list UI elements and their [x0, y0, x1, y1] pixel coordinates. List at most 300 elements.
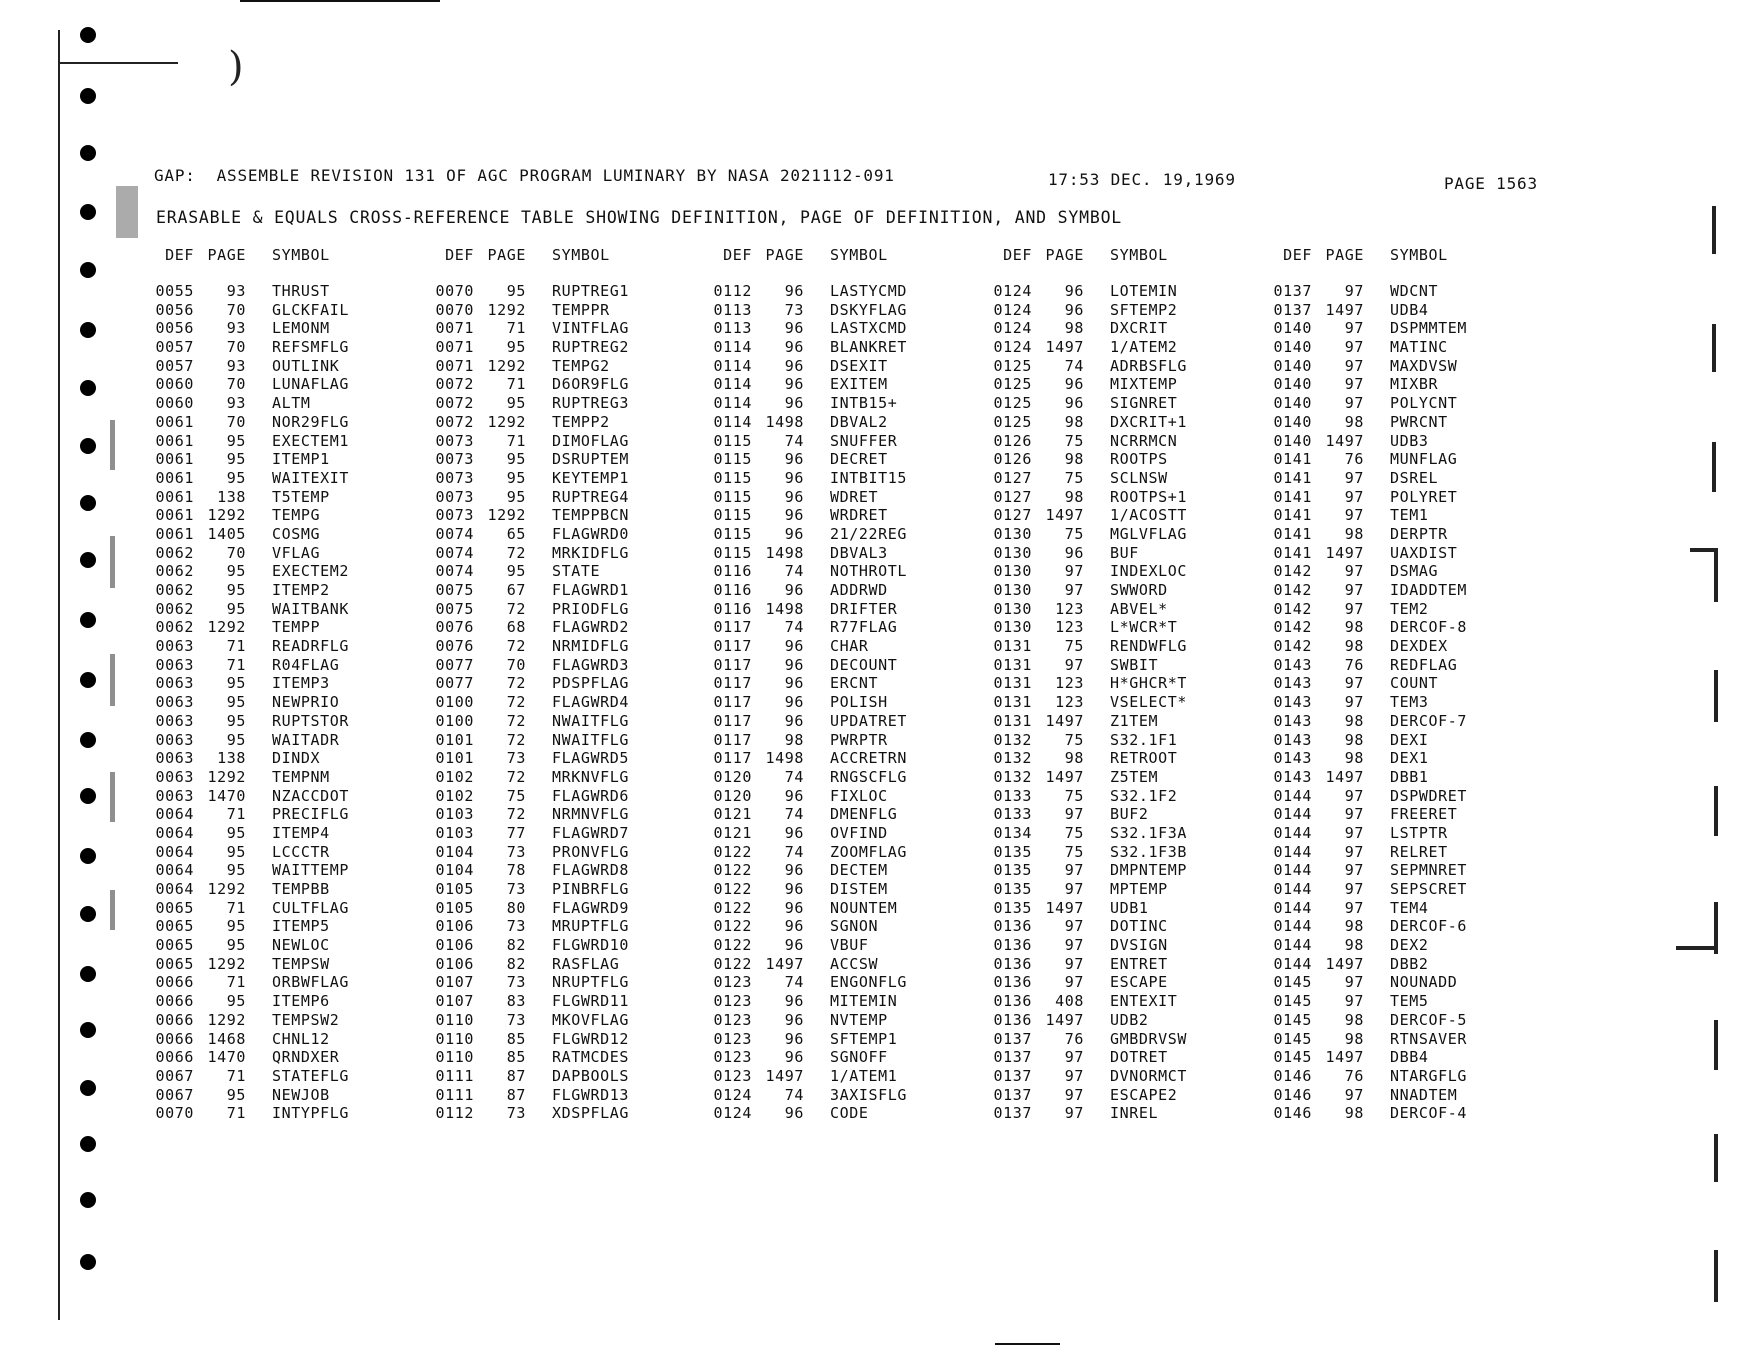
table-row: [1266, 693, 1541, 712]
def-cell: 0140: [1273, 375, 1312, 394]
symbol-cell: VINTFLAG: [552, 319, 630, 338]
symbol-cell: MPTEMP: [1110, 880, 1168, 898]
table-row: [428, 955, 703, 974]
table-row: [986, 712, 1261, 731]
page-cell: 97: [1064, 880, 1084, 898]
page-cell: 97: [1064, 581, 1084, 599]
symbol-cell: TEMPP: [272, 618, 321, 637]
def-cell: 0124: [993, 282, 1032, 300]
page-cell: 97: [1344, 823, 1364, 842]
symbol-header: SYMBOL: [1110, 246, 1168, 264]
table-row: [706, 319, 981, 338]
symbol-cell: L*WCR*T: [1110, 618, 1178, 637]
table-row: [986, 749, 1261, 768]
scan-speck: [110, 772, 115, 822]
page-cell: 82: [506, 954, 526, 973]
table-row: [148, 880, 423, 899]
symbol-cell: FLAGWRD1: [552, 581, 630, 599]
page-cell: 76: [1344, 1066, 1364, 1085]
table-row: [706, 693, 981, 712]
table-row: [706, 787, 981, 806]
table-row: [148, 899, 423, 918]
table-row: [428, 525, 703, 544]
page-cell: 98: [1344, 711, 1364, 730]
scan-edge-mark: [1714, 786, 1718, 836]
page-cell: 75: [1064, 842, 1084, 861]
def-cell: 0106: [435, 917, 474, 936]
def-cell: 0122: [713, 861, 752, 880]
page-cell: 97: [1344, 992, 1364, 1011]
page-cell: 1497: [1325, 767, 1364, 786]
page-cell: 96: [1064, 543, 1084, 562]
page-cell: 74: [784, 767, 804, 786]
def-cell: 0066: [155, 1048, 194, 1067]
symbol-cell: INDEXLOC: [1110, 562, 1188, 581]
scan-speck: [116, 186, 138, 238]
page-cell: 123: [1055, 599, 1084, 618]
table-row: [1266, 992, 1541, 1011]
table-row: [986, 731, 1261, 750]
symbol-cell: WDCNT: [1390, 282, 1439, 300]
symbol-cell: TEMPG: [272, 506, 321, 525]
def-cell: 0115: [713, 524, 752, 543]
symbol-cell: ESCAPE2: [1110, 1085, 1178, 1104]
page-cell: 96: [784, 468, 804, 487]
symbol-cell: FLGWRD13: [552, 1085, 630, 1104]
table-row: [1266, 469, 1541, 488]
symbol-cell: FLAGWRD3: [552, 655, 630, 674]
symbol-cell: TEM5: [1390, 992, 1429, 1011]
def-cell: 0135: [993, 842, 1032, 861]
page-cell: 123: [1055, 693, 1084, 712]
page-cell: 96: [784, 992, 804, 1011]
page-cell: 71: [226, 1066, 246, 1085]
def-cell: 0117: [713, 618, 752, 637]
def-cell: 0135: [993, 898, 1032, 917]
print-timestamp: 17:53 DEC. 19,1969: [1048, 170, 1236, 189]
table-row: [148, 805, 423, 824]
symbol-cell: BLANKRET: [830, 338, 908, 357]
page-cell: 78: [506, 861, 526, 880]
symbol-cell: NWAITFLG: [552, 711, 630, 730]
def-cell: 0121: [713, 805, 752, 824]
table-row: [986, 282, 1261, 301]
table-row: [428, 413, 703, 432]
symbol-cell: WAITEXIT: [272, 468, 350, 487]
page-cell: 1292: [207, 767, 246, 786]
table-row: [706, 731, 981, 750]
page-cell: 71: [506, 431, 526, 450]
table-row: [428, 338, 703, 357]
symbol-cell: DERCOF-8: [1390, 618, 1468, 637]
symbol-cell: ERCNT: [830, 674, 879, 693]
def-cell: 0141: [1273, 487, 1312, 506]
symbol-cell: VFLAG: [272, 543, 321, 562]
page-cell: 98: [1344, 917, 1364, 936]
symbol-cell: RATMCDES: [552, 1048, 630, 1067]
table-row: [428, 768, 703, 787]
def-cell: 0065: [155, 954, 194, 973]
table-row: [706, 973, 981, 992]
binder-hole: [80, 88, 96, 104]
symbol-cell: T5TEMP: [272, 487, 330, 506]
def-cell: 0066: [155, 973, 194, 992]
symbol-cell: OUTLINK: [272, 356, 340, 375]
def-cell: 0143: [1273, 674, 1312, 693]
table-row: [148, 600, 423, 619]
def-cell: 0145: [1273, 1048, 1312, 1067]
page-cell: 96: [784, 1048, 804, 1067]
table-row: [706, 544, 981, 563]
def-cell: 0123: [713, 1010, 752, 1029]
table-row: [1266, 637, 1541, 656]
def-cell: 0072: [435, 412, 474, 431]
def-cell: 0105: [435, 898, 474, 917]
page-cell: 98: [1344, 1104, 1364, 1123]
def-cell: 0122: [713, 898, 752, 917]
symbol-cell: ACCSW: [830, 954, 879, 973]
page-cell: 97: [1344, 506, 1364, 525]
symbol-cell: NEWLOC: [272, 936, 330, 955]
page-cell: 98: [1344, 618, 1364, 637]
binder-hole: [80, 848, 96, 864]
symbol-cell: ITEMP3: [272, 674, 330, 693]
table-row: [148, 1048, 423, 1067]
symbol-cell: NRUPTFLG: [552, 973, 630, 992]
page-cell: 97: [1344, 973, 1364, 992]
symbol-cell: STATE: [552, 562, 601, 581]
symbol-cell: ITEMP4: [272, 823, 330, 842]
symbol-cell: MGLVFLAG: [1110, 524, 1188, 543]
symbol-cell: MRUPTFLG: [552, 917, 630, 936]
page-cell: 76: [1344, 450, 1364, 469]
symbol-cell: S32.1F3B: [1110, 842, 1188, 861]
table-row: [706, 1086, 981, 1105]
page-cell: 1498: [765, 749, 804, 768]
symbol-cell: ESCAPE: [1110, 973, 1168, 992]
page-cell: 96: [1064, 375, 1084, 394]
column-header: [706, 246, 981, 266]
binder-hole: [80, 1254, 96, 1270]
table-row: [706, 413, 981, 432]
page-cell: 75: [1064, 524, 1084, 543]
symbol-cell: LUNAFLAG: [272, 375, 350, 394]
def-cell: 0137: [993, 1104, 1032, 1123]
page-cell: 74: [784, 618, 804, 637]
page-cell: 96: [784, 524, 804, 543]
def-cell: 0127: [993, 487, 1032, 506]
page-cell: 95: [226, 581, 246, 599]
table-row: [148, 544, 423, 563]
table-row: [148, 674, 423, 693]
symbol-cell: UDB3: [1390, 431, 1429, 450]
def-cell: 0124: [993, 319, 1032, 338]
page-cell: 97: [1344, 898, 1364, 917]
def-cell: 0137: [993, 1085, 1032, 1104]
table-row: [428, 1086, 703, 1105]
def-cell: 0067: [155, 1085, 194, 1104]
table-row: [1266, 973, 1541, 992]
page-cell: 1498: [765, 599, 804, 618]
table-row: [148, 282, 423, 301]
table-row: [148, 488, 423, 507]
symbol-cell: DERCOF-4: [1390, 1104, 1468, 1123]
def-cell: 0123: [713, 1029, 752, 1048]
symbol-cell: CHNL12: [272, 1029, 330, 1048]
symbol-header: SYMBOL: [272, 246, 330, 264]
table-row: [986, 973, 1261, 992]
table-row: [1266, 357, 1541, 376]
symbol-cell: 1/ACOSTT: [1110, 506, 1188, 525]
symbol-cell: DERPTR: [1390, 524, 1448, 543]
page-cell: 73: [506, 917, 526, 936]
def-cell: 0056: [155, 300, 194, 319]
table-row: [148, 917, 423, 936]
def-cell: 0131: [993, 693, 1032, 712]
page-cell: 76: [1344, 655, 1364, 674]
symbol-cell: RUPTREG4: [552, 487, 630, 506]
symbol-cell: SIGNRET: [1110, 394, 1178, 413]
def-cell: 0114: [713, 394, 752, 413]
def-cell: 0142: [1273, 581, 1312, 599]
xref-column-2: [428, 246, 703, 1123]
def-cell: 0105: [435, 880, 474, 898]
binder-hole: [80, 966, 96, 982]
table-row: [428, 506, 703, 525]
symbol-cell: CODE: [830, 1104, 869, 1123]
page-cell: 95: [506, 450, 526, 469]
def-cell: 0063: [155, 749, 194, 768]
def-cell: 0106: [435, 954, 474, 973]
def-cell: 0127: [993, 506, 1032, 525]
def-cell: 0066: [155, 1029, 194, 1048]
table-row: [148, 450, 423, 469]
table-row: [148, 618, 423, 637]
def-cell: 0111: [435, 1066, 474, 1085]
table-row: [1266, 319, 1541, 338]
page-cell: 74: [784, 562, 804, 581]
symbol-cell: DEX2: [1390, 936, 1429, 955]
def-cell: 0135: [993, 861, 1032, 880]
symbol-cell: DIMOFLAG: [552, 431, 630, 450]
table-row: [148, 301, 423, 320]
symbol-cell: NOR29FLG: [272, 412, 350, 431]
symbol-cell: DECTEM: [830, 861, 888, 880]
page-cell: 98: [1344, 749, 1364, 768]
symbol-cell: FLGWRD12: [552, 1029, 630, 1048]
table-row: [986, 394, 1261, 413]
symbol-cell: FREERET: [1390, 805, 1458, 824]
page-cell: 71: [226, 973, 246, 992]
page-cell: 96: [784, 375, 804, 394]
table-row: [986, 319, 1261, 338]
symbol-cell: MKOVFLAG: [552, 1010, 630, 1029]
symbol-cell: 21/22REG: [830, 524, 908, 543]
symbol-cell: FLAGWRD7: [552, 823, 630, 842]
xref-column-5: [1266, 246, 1541, 1123]
def-header: DEF: [165, 246, 194, 264]
page-cell: 1468: [207, 1029, 246, 1048]
symbol-cell: DERCOF-5: [1390, 1010, 1468, 1029]
symbol-cell: SFTEMP1: [830, 1029, 898, 1048]
symbol-cell: FLAGWRD5: [552, 749, 630, 768]
symbol-cell: WAITADR: [272, 730, 340, 749]
page-cell: 72: [506, 543, 526, 562]
def-cell: 0076: [435, 618, 474, 637]
table-row: [428, 544, 703, 563]
page-cell: 68: [506, 618, 526, 637]
table-row: [428, 394, 703, 413]
table-row: [986, 1104, 1261, 1123]
def-cell: 0101: [435, 749, 474, 768]
page-cell: 95: [226, 711, 246, 730]
symbol-cell: 1/ATEM1: [830, 1066, 898, 1085]
page-cell: 74: [1064, 356, 1084, 375]
symbol-cell: MIXTEMP: [1110, 375, 1178, 394]
symbol-cell: H*GHCR*T: [1110, 674, 1188, 693]
page-cell: 71: [226, 1104, 246, 1123]
table-row: [706, 637, 981, 656]
page-cell: 1292: [207, 618, 246, 637]
def-cell: 0110: [435, 1029, 474, 1048]
page-cell: 1292: [487, 356, 526, 375]
symbol-cell: DBVAL3: [830, 543, 888, 562]
table-row: [986, 301, 1261, 320]
def-header: DEF: [445, 246, 474, 264]
column-header: [1266, 246, 1541, 266]
table-row: [1266, 712, 1541, 731]
symbol-cell: ITEMP1: [272, 450, 330, 469]
page-cell: 97: [1344, 599, 1364, 618]
page-cell: 98: [1064, 412, 1084, 431]
column-header: [986, 246, 1261, 266]
table-row: [148, 749, 423, 768]
table-row: [148, 1104, 423, 1123]
xref-column-1: [148, 246, 423, 1123]
symbol-cell: NRMNVFLG: [552, 805, 630, 824]
def-cell: 0070: [155, 1104, 194, 1123]
symbol-cell: RETROOT: [1110, 749, 1178, 768]
def-cell: 0130: [993, 581, 1032, 599]
def-cell: 0137: [993, 1029, 1032, 1048]
page-cell: 97: [1064, 917, 1084, 936]
symbol-cell: FLGWRD11: [552, 992, 630, 1011]
page-cell: 96: [784, 898, 804, 917]
page-cell: 75: [1064, 786, 1084, 805]
symbol-cell: THRUST: [272, 282, 330, 300]
table-row: [428, 843, 703, 862]
xref-rows: [148, 282, 423, 1123]
symbol-cell: ORBWFLAG: [272, 973, 350, 992]
page-cell: 96: [784, 282, 804, 300]
symbol-cell: BUF: [1110, 543, 1139, 562]
def-cell: 0102: [435, 767, 474, 786]
symbol-cell: PDSPFLAG: [552, 674, 630, 693]
table-row: [706, 1030, 981, 1049]
def-cell: 0142: [1273, 599, 1312, 618]
def-cell: 0144: [1273, 917, 1312, 936]
page-cell: 1497: [1045, 711, 1084, 730]
def-cell: 0065: [155, 898, 194, 917]
page-cell: 97: [1344, 562, 1364, 581]
def-cell: 0072: [435, 394, 474, 413]
page-cell: 1292: [207, 880, 246, 898]
def-cell: 0073: [435, 450, 474, 469]
def-cell: 0123: [713, 1048, 752, 1067]
page-cell: 74: [784, 431, 804, 450]
table-row: [986, 469, 1261, 488]
page-cell: 73: [784, 300, 804, 319]
table-row: [706, 1104, 981, 1123]
table-row: [428, 432, 703, 451]
page-cell: 97: [1344, 394, 1364, 413]
page-cell: 97: [1344, 338, 1364, 357]
binder-hole: [80, 732, 96, 748]
symbol-cell: WDRET: [830, 487, 879, 506]
page-cell: 1292: [207, 1010, 246, 1029]
def-cell: 0145: [1273, 1010, 1312, 1029]
def-cell: 0104: [435, 842, 474, 861]
table-row: [1266, 1011, 1541, 1030]
table-row: [148, 861, 423, 880]
page-cell: 1497: [1325, 543, 1364, 562]
symbol-cell: MRKNVFLG: [552, 767, 630, 786]
page-cell: 95: [226, 917, 246, 936]
table-row: [1266, 525, 1541, 544]
symbol-cell: CULTFLAG: [272, 898, 350, 917]
def-cell: 0061: [155, 524, 194, 543]
def-cell: 0115: [713, 468, 752, 487]
def-cell: 0127: [993, 468, 1032, 487]
table-row: [706, 282, 981, 301]
def-cell: 0130: [993, 543, 1032, 562]
page-cell: 98: [1344, 1010, 1364, 1029]
page-cell: 96: [784, 861, 804, 880]
def-cell: 0062: [155, 581, 194, 599]
symbol-cell: STATEFLG: [272, 1066, 350, 1085]
def-cell: 0136: [993, 936, 1032, 955]
binder-hole: [80, 262, 96, 278]
table-row: [148, 1086, 423, 1105]
def-cell: 0146: [1273, 1085, 1312, 1104]
page-cell: 96: [784, 581, 804, 599]
table-row: [706, 824, 981, 843]
table-row: [1266, 824, 1541, 843]
page-cell: 85: [506, 1029, 526, 1048]
symbol-cell: DBB1: [1390, 767, 1429, 786]
page-cell: 96: [1064, 394, 1084, 413]
table-row: [428, 1011, 703, 1030]
symbol-cell: LSTPTR: [1390, 823, 1448, 842]
symbol-cell: PWRCNT: [1390, 412, 1448, 431]
page-cell: 70: [226, 375, 246, 394]
table-row: [428, 1048, 703, 1067]
def-cell: 0144: [1273, 861, 1312, 880]
table-row: [1266, 1086, 1541, 1105]
table-row: [148, 525, 423, 544]
def-cell: 0116: [713, 599, 752, 618]
symbol-cell: DOTRET: [1110, 1048, 1168, 1067]
def-cell: 0136: [993, 973, 1032, 992]
table-row: [428, 973, 703, 992]
scan-edge-mark: [1714, 1250, 1718, 1302]
def-cell: 0062: [155, 543, 194, 562]
page-cell: 98: [1064, 450, 1084, 469]
symbol-cell: TEMPPR: [552, 300, 610, 319]
table-row: [986, 787, 1261, 806]
def-cell: 0063: [155, 767, 194, 786]
symbol-cell: Z5TEM: [1110, 767, 1159, 786]
